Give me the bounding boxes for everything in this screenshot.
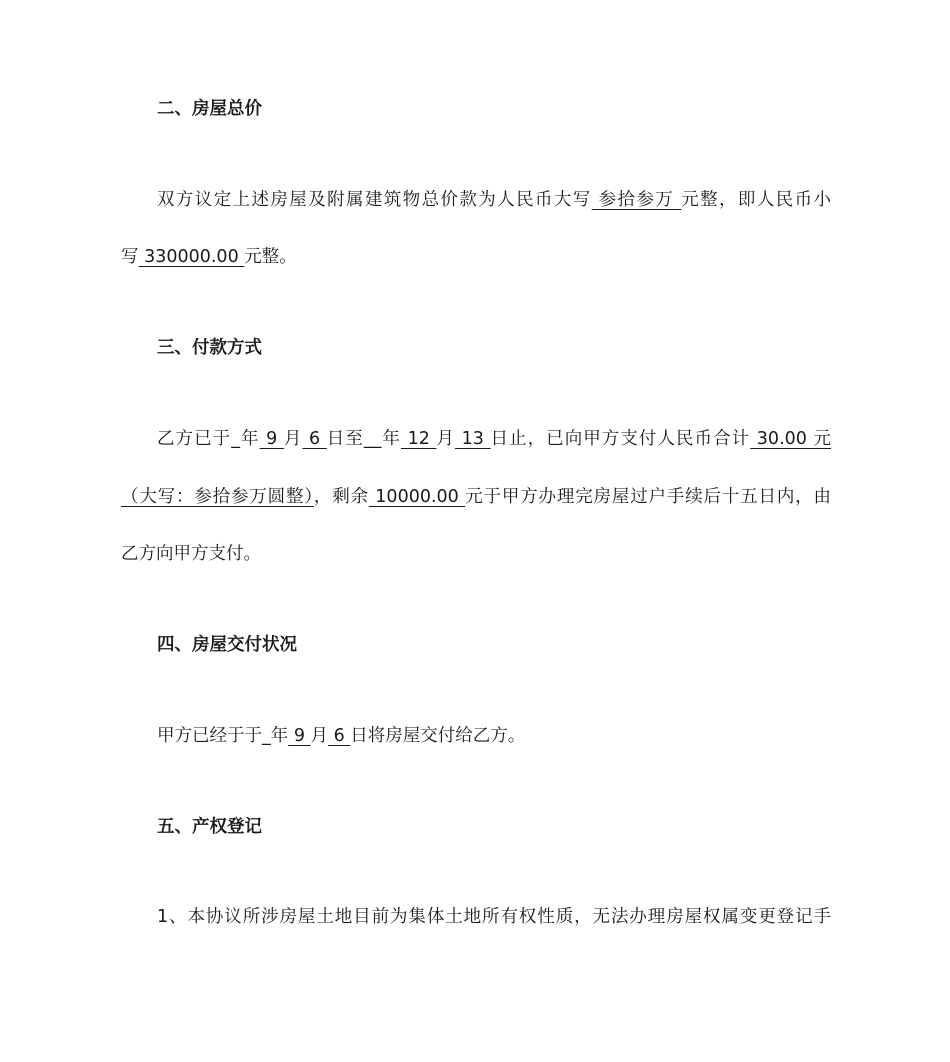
section-2-heading: 二、房屋总价 xyxy=(157,99,262,119)
section-4-line xyxy=(157,728,831,746)
section-5-line-1: 1、本协议所涉房屋土地目前为集体土地所有权性质，无法办理房屋权属变更登记手 xyxy=(157,907,831,927)
text: 乙方已于 xyxy=(157,429,232,449)
section-5-heading: 五、产权登记 xyxy=(157,817,262,837)
delivery-day-field: 6 xyxy=(328,726,351,746)
section-3-line-3: 乙方向甲方支付。 xyxy=(121,544,261,564)
paid-total-words-field: （大写：参拾参万圆整） xyxy=(121,487,314,507)
text: 日止，已向甲方支付人民币合计 xyxy=(490,429,751,449)
text: 月 xyxy=(310,726,329,746)
amount-figure-field: 330000.00 xyxy=(138,247,245,267)
text: 年 xyxy=(239,429,260,449)
amount-words-field: 参拾参万 xyxy=(591,190,682,210)
text: 月 xyxy=(436,429,456,449)
text: 元于甲方办理完房屋过户手续后十五日内，由 xyxy=(465,487,832,507)
section-4-heading: 四、房屋交付状况 xyxy=(157,635,297,655)
text: 月 xyxy=(283,429,303,449)
section-2-paragraph-line-1 xyxy=(157,192,831,210)
delivery-month-field: 9 xyxy=(288,726,311,746)
text: ，剩余 xyxy=(313,487,369,507)
text: 甲方已经于于 xyxy=(157,726,262,746)
text: 元整，即人民币小 xyxy=(681,190,832,210)
section-3-heading: 三、付款方式 xyxy=(157,338,262,358)
start-day-field: 6 xyxy=(302,429,327,449)
start-month-field: 9 xyxy=(259,429,284,449)
text: 日至 xyxy=(326,429,364,449)
text: 元整。 xyxy=(244,247,297,267)
section-3-line-1 xyxy=(157,431,831,449)
remaining-amount-field: 10000.00 xyxy=(368,487,466,507)
text: 双方议定上述房屋及附属建筑物总价款为人民币大写 xyxy=(157,190,592,210)
text: 写 xyxy=(121,247,139,267)
section-3-line-2 xyxy=(121,489,831,507)
year-blank: _ xyxy=(231,429,240,449)
text: 年 xyxy=(270,726,289,746)
section-2-paragraph-line-2 xyxy=(121,249,831,267)
end-month-field: 12 xyxy=(400,429,437,449)
text: 年 xyxy=(381,429,401,449)
year-blank: _ xyxy=(262,726,271,746)
year-blank: __ xyxy=(363,429,382,449)
text: 日将房屋交付给乙方。 xyxy=(350,726,526,746)
paid-total-field: 30.00 元 xyxy=(750,429,832,449)
end-day-field: 13 xyxy=(455,429,491,449)
